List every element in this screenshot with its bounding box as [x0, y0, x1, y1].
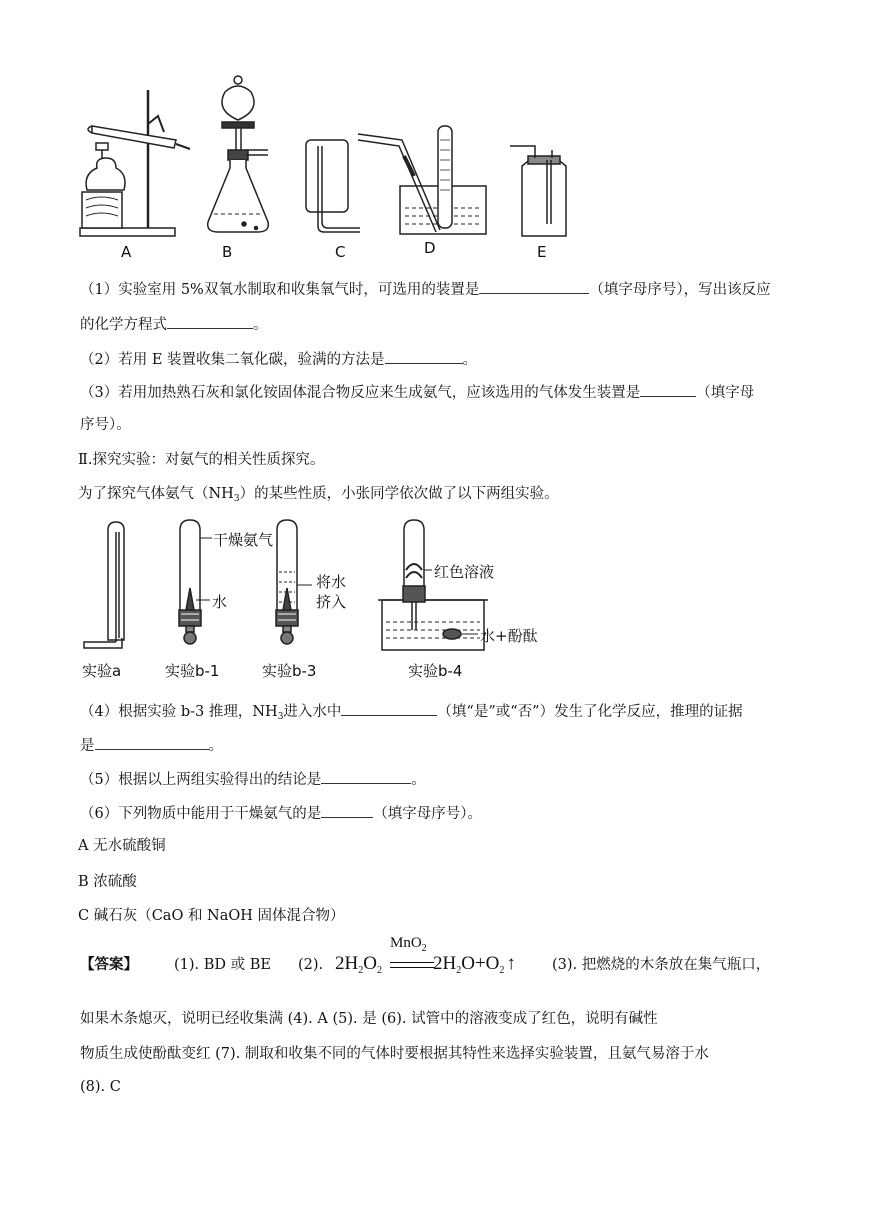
- q1-blank-2[interactable]: [167, 314, 253, 329]
- intro-before: 为了探究气体氨气（NH: [78, 486, 234, 502]
- apparatus-d: [358, 126, 486, 234]
- label-squeeze-2: 挤入: [316, 593, 347, 611]
- eq-right-sub2: 2: [499, 965, 505, 976]
- q6-text: （6）下列物质中能用于干燥氨气的是: [80, 806, 322, 822]
- q2-blank[interactable]: [385, 349, 463, 364]
- q4-cont-after: 。: [208, 738, 223, 754]
- answer-2-prefix: (2).: [298, 957, 324, 973]
- equation-right: [433, 953, 516, 976]
- q4-after: （填“是”或“否”）发生了化学反应，推理的证据: [437, 704, 743, 720]
- eq-left-sub1: 2: [358, 965, 364, 976]
- eq-left-sub2: 2: [376, 965, 382, 976]
- label-dry-ammonia: 干燥氨气: [213, 531, 274, 549]
- q1-cont-end: 。: [253, 317, 268, 333]
- question-3: [80, 382, 754, 402]
- apparatus-c: [306, 140, 360, 232]
- q4-blank-1[interactable]: [341, 701, 437, 716]
- answer-tag: 【答案】: [80, 956, 138, 973]
- q4-mid: 进入水中: [283, 704, 342, 720]
- q1-text-after: （填字母序号），写出该反应: [589, 282, 771, 298]
- question-4: [80, 701, 743, 726]
- option-b: B 浓硫酸: [78, 874, 137, 890]
- q1-blank-1[interactable]: [479, 279, 589, 294]
- eq-left-h: 2H: [335, 953, 359, 974]
- experiment-a-tube: [84, 522, 124, 648]
- intro-sub: 3: [233, 494, 240, 504]
- gas-arrow-icon: ↑: [506, 953, 516, 974]
- q5-blank[interactable]: [321, 769, 411, 784]
- question-2: [80, 349, 477, 369]
- q3-blank[interactable]: [640, 382, 696, 397]
- label-red-solution: 红色溶液: [434, 563, 495, 581]
- q6-end: （填字母序号）。: [373, 806, 482, 822]
- label-exp-b1: 实验b-1: [165, 662, 220, 680]
- eq-right-sub1: 2: [456, 965, 462, 976]
- label-water: 水: [212, 593, 228, 611]
- q3-cont: 序号）。: [80, 417, 131, 433]
- answer-3: (3). 把燃烧的木条放在集气瓶口，: [552, 957, 771, 973]
- question-1-cont: [80, 314, 268, 334]
- q1-cont-text: 的化学方程式: [80, 317, 167, 333]
- question-4-cont: [80, 735, 223, 755]
- label-a: A: [121, 243, 132, 261]
- intro-line: [78, 485, 559, 508]
- q4-blank-2[interactable]: [95, 735, 209, 750]
- question-3-cont: [80, 416, 131, 434]
- q2-end: 。: [462, 352, 478, 368]
- q6-blank[interactable]: [321, 803, 373, 818]
- section-2-text: Ⅱ.探究实验：对氨气的相关性质探究。: [78, 452, 325, 468]
- eq-right-o: O+O: [461, 953, 500, 974]
- answer-line-3: 物质生成使酚酞变红 (7). 制取和收集不同的气体时要根据其特性来选择实验装置，且氨气易溶于水: [80, 1046, 709, 1062]
- section-2-heading: [78, 451, 324, 469]
- q3-text: （3）若用加热熟石灰和氯化铵固体混合物反应来生成氨气，应该选用的气体发生装置是: [80, 385, 641, 401]
- label-c: C: [335, 243, 346, 261]
- label-exp-a: 实验a: [82, 662, 122, 680]
- answer-1: (1). BD 或 BE: [174, 957, 271, 973]
- q5-text: （5）根据以上两组实验得出的结论是: [80, 772, 322, 788]
- option-c: C 碱石灰（CaO 和 NaOH 固体混合物）: [78, 908, 345, 924]
- eq-left-o: O: [363, 953, 377, 974]
- q5-end: 。: [411, 772, 426, 788]
- label-d: D: [424, 239, 436, 257]
- apparatus-b: [208, 76, 269, 232]
- equation-equals: [390, 962, 434, 968]
- intro-after: ）的某些性质，小张同学依次做了以下两组实验。: [239, 486, 559, 502]
- equation-left: [335, 953, 382, 976]
- label-exp-b4: 实验b-4: [408, 662, 463, 680]
- label-water-phenol: 水+酚酞: [480, 627, 538, 645]
- catalyst-text: MnO: [390, 935, 422, 951]
- answer-line-1: [80, 956, 138, 974]
- apparatus-figure: [0, 0, 869, 270]
- question-6: [80, 803, 482, 823]
- apparatus-e: [510, 146, 566, 236]
- equation-catalyst: [390, 935, 427, 954]
- eq-right-h: 2H: [433, 953, 457, 974]
- q4-sub: 3: [277, 712, 284, 722]
- answer-line-2: 如果木条熄灭，说明已经收集满 (4). A (5). 是 (6). 试管中的溶液变成了红色，说明有碱性: [80, 1011, 658, 1027]
- question-1: [80, 279, 771, 299]
- option-a: A 无水硫酸铜: [78, 838, 166, 854]
- apparatus-a: [80, 90, 190, 236]
- answer-line-4: (8). C: [80, 1079, 121, 1095]
- question-5: [80, 769, 426, 789]
- q1-text: （1）实验室用 5%双氧水制取和收集氧气时，可选用的装置是: [80, 282, 480, 298]
- q2-text: （2）若用 E 装置收集二氧化碳，验满的方法是: [80, 352, 385, 368]
- q4-before: （4）根据实验 b-3 推理，NH: [80, 704, 278, 720]
- experiment-b1-tube: [179, 520, 212, 644]
- label-e: E: [537, 243, 547, 261]
- q3-end: （填字母: [696, 385, 755, 401]
- q4-cont-before: 是: [80, 738, 95, 754]
- catalyst-sub: 2: [421, 943, 427, 954]
- label-exp-b3: 实验b-3: [262, 662, 317, 680]
- experiment-b4-setup: [378, 520, 488, 650]
- experiment-b3-tube: [276, 520, 312, 644]
- label-b: B: [222, 243, 233, 261]
- label-squeeze-1: 将水: [316, 573, 347, 591]
